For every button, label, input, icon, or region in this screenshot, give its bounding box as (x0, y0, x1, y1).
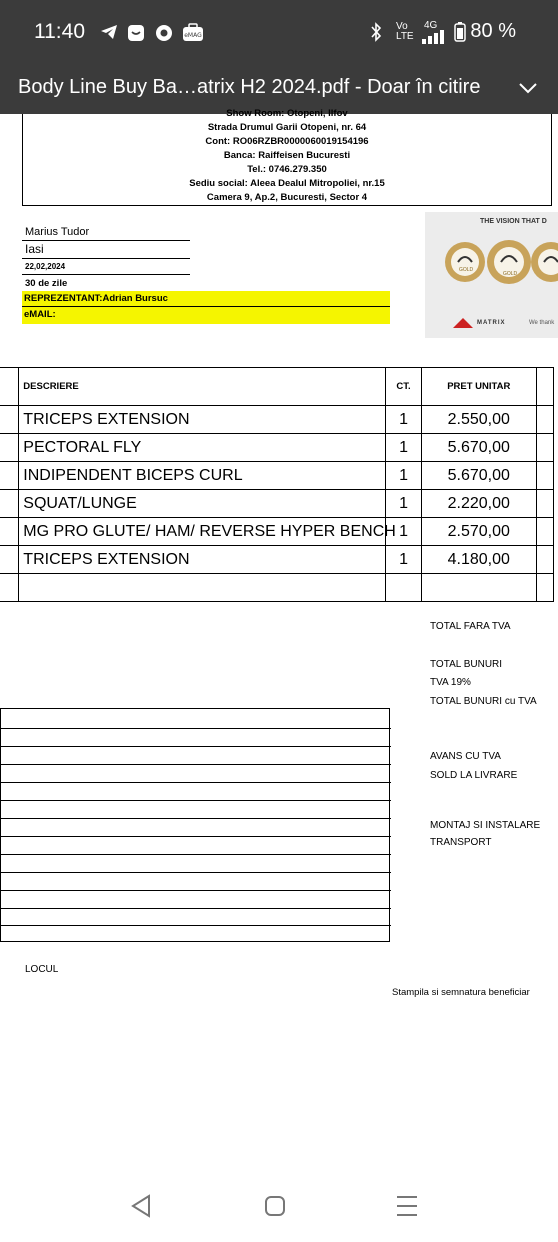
stamp-signature-label: Stampila si semnatura beneficiar (392, 987, 530, 998)
document-title[interactable]: Body Line Buy Ba…atrix H2 2024.pdf - Doar în citire (18, 76, 481, 98)
item-description: PECTORAL FLY (19, 434, 386, 462)
header-line: Cont: RO06RZBR0000060019154196 (205, 136, 369, 147)
total-bunuri-label: TOTAL BUNURI (430, 659, 503, 670)
table-row (0, 518, 554, 546)
chrome-icon (155, 24, 173, 45)
divider (22, 258, 190, 259)
brand-logo-icon (453, 318, 473, 328)
item-quantity: 1 (386, 546, 421, 574)
clock: 11:40 (34, 20, 85, 43)
battery-level: 80 % (470, 20, 516, 42)
items-table (0, 367, 554, 602)
item-description: TRICEPS EXTENSION (19, 546, 386, 574)
sold-label: SOLD LA LIVRARE (430, 770, 518, 781)
column-header: DESCRIERE (19, 368, 386, 406)
chevron-down-icon[interactable] (518, 78, 538, 98)
header-line: Banca: Raiffeisen Bucuresti (223, 150, 351, 161)
table-row (0, 462, 554, 490)
status-bar (0, 0, 558, 64)
pdf-page[interactable] (0, 108, 558, 1172)
tva-label: TVA 19% (430, 677, 471, 688)
divider (22, 240, 190, 241)
badge-label: GOLD (503, 271, 518, 277)
signal-icon (422, 30, 450, 47)
header-line: Sediu social: Aleea Dealul Mitropoliei, nr.15 (189, 178, 385, 189)
column-header: CT. (386, 368, 421, 406)
home-icon[interactable] (264, 1195, 286, 1222)
total-fara-tva-label: TOTAL FARA TVA (430, 621, 511, 632)
item-quantity: 1 (386, 434, 421, 462)
item-quantity: 1 (386, 462, 421, 490)
company-header-box (22, 108, 552, 206)
notes-grid (0, 708, 390, 942)
column-header: PRET UNITAR (421, 368, 536, 406)
item-quantity: 1 (386, 406, 421, 434)
navigation-bar (0, 1172, 558, 1242)
invoice-date: 22,02,2024 (25, 262, 66, 271)
table-header-row (0, 368, 554, 406)
item-description: INDIPENDENT BICEPS CURL (19, 462, 386, 490)
table-row (0, 406, 554, 434)
item-description: TRICEPS EXTENSION (19, 406, 386, 434)
recents-icon[interactable] (396, 1194, 418, 1223)
email-field: eMAIL: (22, 307, 390, 324)
back-icon[interactable] (130, 1194, 152, 1223)
payment-term: 30 de zile (25, 278, 68, 289)
divider (22, 274, 190, 275)
item-unit-price: 2.570,00 (421, 518, 536, 546)
client-city: Iasi (25, 242, 44, 256)
transport-label: TRANSPORT (430, 837, 492, 848)
table-row (0, 574, 554, 602)
award-medals (443, 232, 558, 292)
client-name: Marius Tudor (25, 226, 90, 238)
table-row (0, 546, 554, 574)
bluetooth-icon (368, 22, 384, 45)
volte-label: Vo LTE (396, 21, 414, 42)
representative-field: REPREZENTANT:Adrian Bursuc (22, 291, 390, 306)
brand-tagline: We thank (529, 320, 555, 326)
item-quantity: 1 (386, 518, 421, 546)
emag-icon (182, 24, 204, 45)
locul-label: LOCUL (25, 964, 59, 975)
shopping-bag-icon (127, 24, 145, 45)
avans-label: AVANS CU TVA (430, 751, 501, 762)
item-unit-price: 5.670,00 (421, 434, 536, 462)
total-bunuri-tva-label: TOTAL BUNURI cu TVA (430, 696, 537, 707)
item-quantity: 1 (386, 490, 421, 518)
awards-slogan: THE VISION THAT D (480, 218, 547, 225)
item-unit-price: 4.180,00 (421, 546, 536, 574)
battery-icon (454, 22, 466, 45)
badge-label: GOLD (459, 267, 474, 273)
table-row (0, 490, 554, 518)
awards-banner (425, 212, 558, 338)
telegram-icon (100, 24, 118, 43)
item-unit-price: 5.670,00 (421, 462, 536, 490)
header-line: Show Room: Otopeni, Ilfov (226, 108, 348, 119)
item-description: MG PRO GLUTE/ HAM/ REVERSE HYPER BENCH (19, 518, 386, 546)
item-unit-price: 2.220,00 (421, 490, 536, 518)
montaj-label: MONTAJ SI INSTALARE (430, 820, 541, 831)
item-description: SQUAT/LUNGE (19, 490, 386, 518)
item-unit-price: 2.550,00 (421, 406, 536, 434)
header-line: Tel.: 0746.279.350 (247, 164, 327, 175)
header-line: Strada Drumul Garii Otopeni, nr. 64 (207, 122, 367, 133)
brand-name: MATRIX (477, 320, 506, 326)
header-line: Camera 9, Ap.2, Bucuresti, Sector 4 (206, 192, 368, 203)
network-type: 4G (424, 20, 438, 31)
svg-text:eMAG: eMAG (184, 32, 202, 39)
table-row (0, 434, 554, 462)
